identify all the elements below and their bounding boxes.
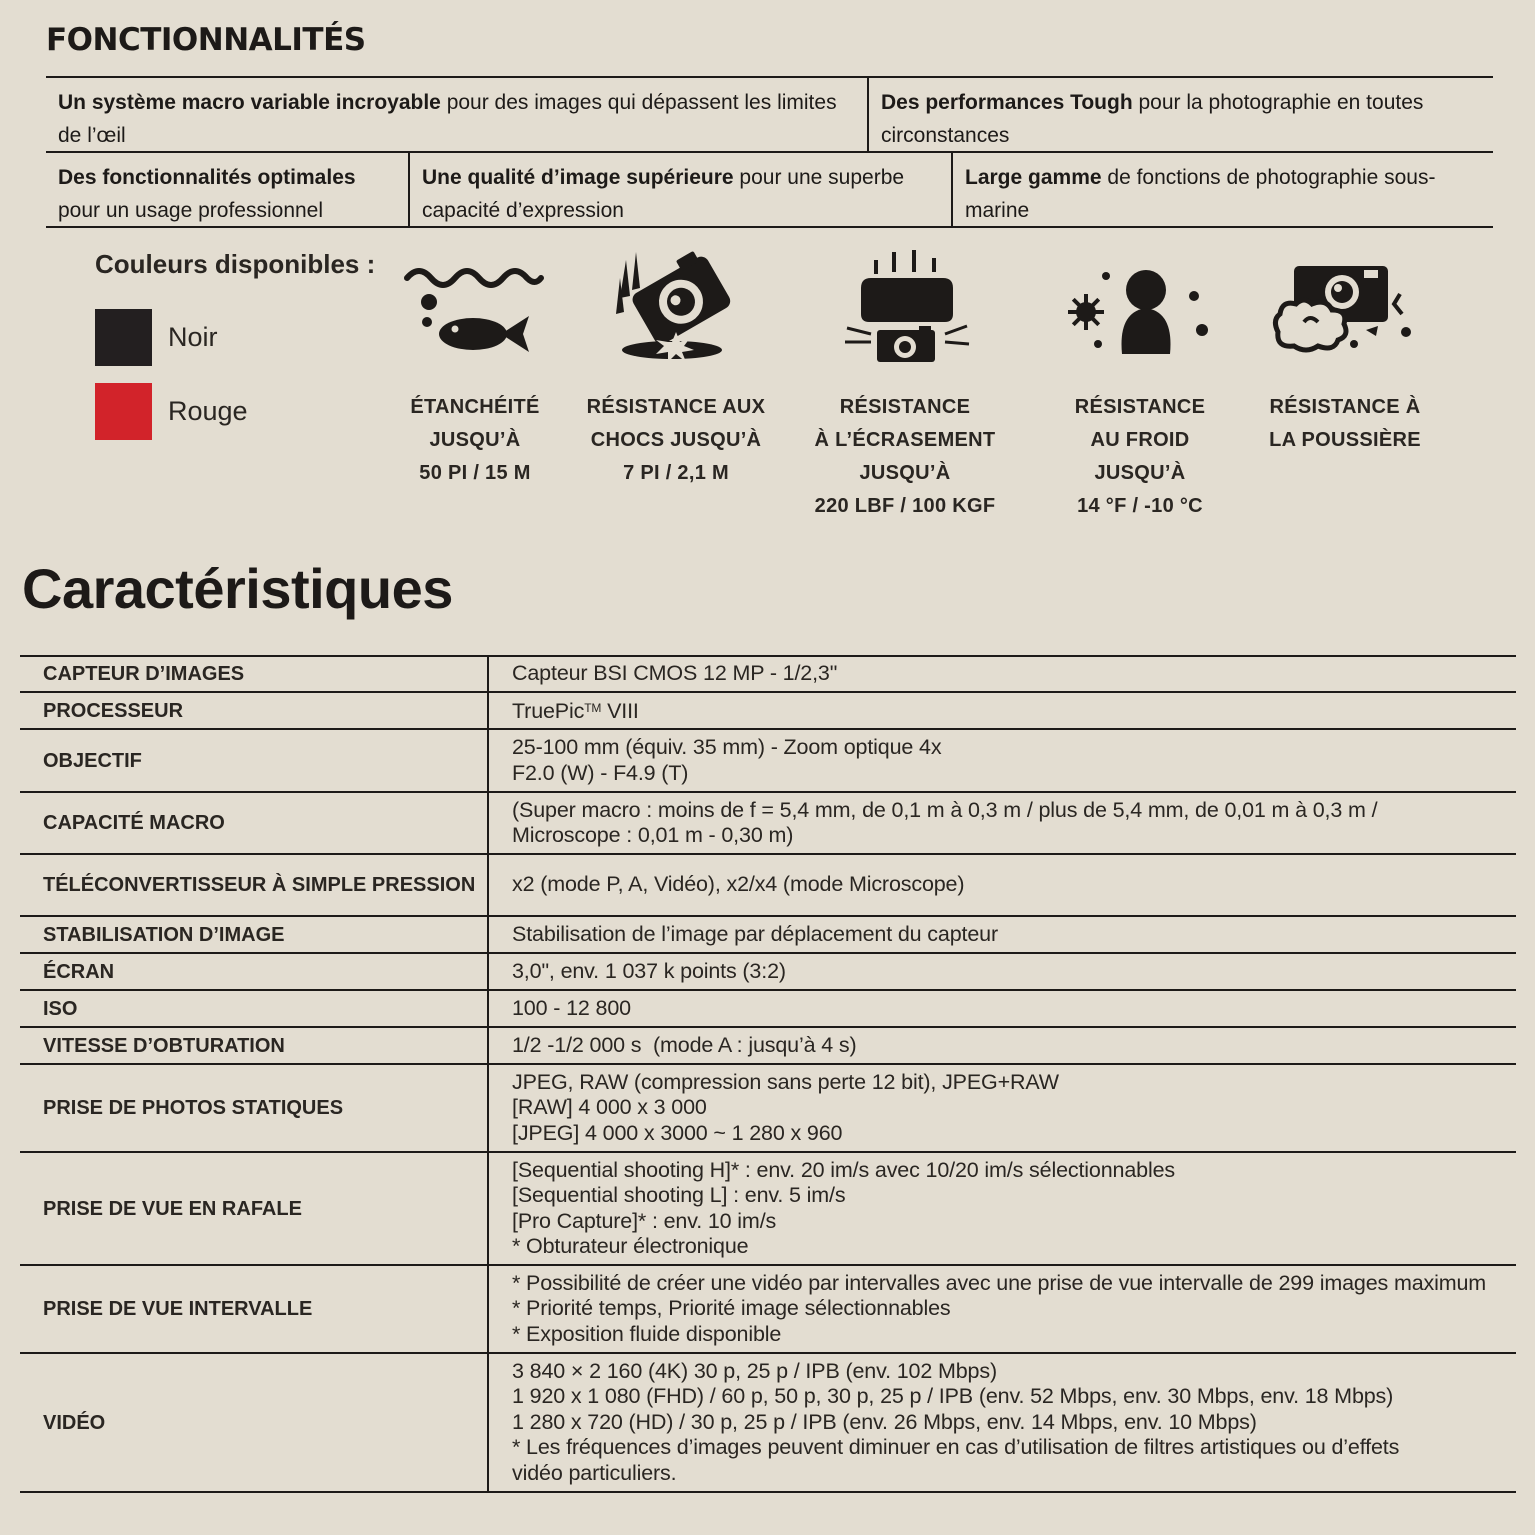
waterproof-label-line: ÉTANCHÉITÉ: [410, 396, 540, 418]
dustproof-label-line: RÉSISTANCE À: [1269, 396, 1421, 418]
spec-value-line: * Obturateur électronique: [512, 1234, 749, 1258]
features-title: FONCTIONNALITÉS: [46, 22, 366, 58]
trademark-sup: TM: [584, 701, 602, 716]
feature-text: de fonctions de photographie sous-marine: [965, 166, 1436, 222]
spec-value: [488, 1027, 1516, 1064]
crushproof-weight-icon: [841, 248, 971, 366]
feature-text: pour des images qui dépassent les limites de l’œil: [58, 91, 837, 147]
spec-key: ISO: [20, 990, 488, 1027]
table-row: [20, 792, 1516, 854]
table-row: [20, 916, 1516, 953]
table-row: [20, 953, 1516, 990]
shockproof-label-line: 7 PI / 2,1 M: [623, 462, 729, 484]
feature-bold: Des performances Tough: [881, 91, 1133, 114]
specs-table: [20, 655, 1516, 1493]
spec-value-line: 1 280 x 720 (HD) / 30 p, 25 p / IPB (env. 26 Mbps, env. 14 Mbps, env. 10 Mbps): [512, 1409, 1257, 1434]
freezeproof-label-line: 14 °F / -10 °C: [1077, 495, 1203, 517]
spec-value-line: [512, 696, 1516, 725]
spec-value-line: Stabilisation de l’image par déplacement du capteur: [512, 921, 998, 946]
spec-value: [488, 916, 1516, 953]
spec-value-line: * Les fréquences d’images peuvent diminuer en cas d’utilisation de filtres artistiques ou d’effets: [512, 1435, 1400, 1460]
colors-title: Couleurs disponibles :: [95, 249, 376, 279]
feature-bold: Large gamme: [965, 166, 1102, 189]
crushproof-label-line: À L’ÉCRASEMENT: [814, 429, 996, 451]
spec-value-line: [Pro Capture]* : env. 10 im/s: [512, 1208, 777, 1233]
crushproof-label-line: JUSQU’À: [859, 462, 951, 484]
spec-value-line: 3 840 × 2 160 (4K) 30 p, 25 p / IPB (env. 102 Mbps): [512, 1358, 997, 1383]
spec-key: STABILISATION D’IMAGE: [20, 916, 488, 953]
spec-key: CAPTEUR D’IMAGES: [20, 656, 488, 692]
spec-key: PRISE DE PHOTOS STATIQUES: [20, 1064, 488, 1152]
shockproof-camera-icon: [612, 246, 736, 368]
color-swatch-red: [95, 383, 152, 440]
freezeproof-label-line: AU FROID: [1090, 429, 1190, 451]
features-row-2: [46, 151, 1493, 228]
spec-value-line: JPEG, RAW (compression sans perte 12 bit), JPEG+RAW: [512, 1069, 1059, 1094]
table-row: [20, 1152, 1516, 1265]
table-row: [20, 1265, 1516, 1353]
table-row: [20, 1064, 1516, 1152]
spec-key: VIDÉO: [20, 1353, 488, 1492]
feature-image-quality: [408, 153, 951, 226]
freezeproof-label: [1050, 391, 1230, 523]
table-row: [20, 656, 1516, 692]
table-row: [20, 692, 1516, 729]
crushproof-label-line: RÉSISTANCE: [839, 396, 971, 418]
shockproof-label-line: RÉSISTANCE AUX: [586, 396, 766, 418]
features-row-1: [46, 76, 1493, 151]
spec-value-line: 25-100 mm (équiv. 35 mm) - Zoom optique 4x: [512, 735, 942, 759]
table-row: [20, 1027, 1516, 1064]
spec-value-line: Microscope : 0,01 m - 0,30 m): [512, 823, 794, 847]
spec-value: [488, 990, 1516, 1027]
spec-value: [488, 953, 1516, 990]
freezeproof-snowman-icon: [1066, 268, 1212, 358]
waterproof-fish-icon: [403, 258, 545, 358]
spec-value-line: [Sequential shooting L] : env. 5 im/s: [512, 1183, 846, 1207]
color-label-red: Rouge: [168, 396, 248, 426]
spec-value: [488, 1265, 1516, 1353]
feature-text: pour la photographie en toutes circonstances: [881, 91, 1424, 147]
table-row: [20, 854, 1516, 916]
spec-key: CAPACITÉ MACRO: [20, 792, 488, 854]
spec-key: PROCESSEUR: [20, 692, 488, 729]
spec-value-line: * Possibilité de créer une vidéo par intervalles avec une prise de vue intervalle de 299 images maximum: [512, 1270, 1487, 1295]
spec-key: TÉLÉCONVERTISSEUR À SIMPLE PRESSION: [20, 854, 488, 916]
waterproof-label-line: JUSQU’À: [429, 429, 521, 451]
spec-value-line: * Priorité temps, Priorité image sélectionnables: [512, 1296, 951, 1321]
spec-value: [488, 1152, 1516, 1265]
spec-key: ÉCRAN: [20, 953, 488, 990]
spec-key: PRISE DE VUE INTERVALLE: [20, 1265, 488, 1353]
feature-underwater: [951, 153, 1493, 226]
feature-text: pour un usage professionnel: [58, 199, 324, 222]
feature-text: pour une superbe capacité d’expression: [422, 166, 905, 222]
spec-key: OBJECTIF: [20, 729, 488, 792]
color-label-black: Noir: [168, 322, 218, 352]
color-swatch-black: [95, 309, 152, 366]
table-row: [20, 1353, 1516, 1492]
spec-value-line: (Super macro : moins de f = 5,4 mm, de 0,1 m à 0,3 m / plus de 5,4 mm, de 0,01 m à 0,3 m /: [512, 797, 1378, 822]
spec-value-line: 100 - 12 800: [512, 995, 631, 1020]
spec-value: [488, 1064, 1516, 1152]
spec-value-line: 1 920 x 1 080 (FHD) / 60 p, 50 p, 30 p, 25 p / IPB (env. 52 Mbps, env. 30 Mbps, env. 18 Mbps): [512, 1384, 1394, 1409]
shockproof-label: [576, 391, 776, 490]
spec-value: [488, 792, 1516, 854]
spec-value-line: F2.0 (W) - F4.9 (T): [512, 760, 689, 785]
spec-value-line: vidéo particuliers.: [512, 1460, 677, 1485]
table-row: [20, 990, 1516, 1027]
feature-macro: [46, 78, 867, 151]
spec-value-line: x2 (mode P, A, Vidéo), x2/x4 (mode Microscope): [512, 872, 965, 897]
spec-value-line: 3,0", env. 1 037 k points (3:2): [512, 958, 786, 983]
crushproof-label: [800, 391, 1010, 523]
spec-value-line: [RAW] 4 000 x 3 000: [512, 1095, 707, 1120]
crushproof-label-line: 220 LBF / 100 KGF: [814, 495, 996, 517]
waterproof-label: [390, 391, 560, 490]
dustproof-label-line: LA POUSSIÈRE: [1269, 429, 1421, 451]
spec-value: [488, 1353, 1516, 1492]
spec-value-text: VIII: [601, 699, 639, 724]
spec-key: VITESSE D’OBTURATION: [20, 1027, 488, 1064]
spec-value-line: [Sequential shooting H]* : env. 20 im/s avec 10/20 im/s sélectionnables: [512, 1157, 1175, 1182]
spec-value: [488, 729, 1516, 792]
shockproof-label-line: CHOCS JUSQU’À: [590, 429, 762, 451]
spec-value-line: [JPEG] 4 000 x 3000 ~ 1 280 x 960: [512, 1120, 843, 1145]
spec-value-line: 1/2 -1/2 000 s (mode A : jusqu’à 4 s): [512, 1032, 857, 1057]
feature-bold: Un système macro variable incroyable: [58, 91, 441, 114]
table-row: [20, 729, 1516, 792]
feature-bold: Une qualité d’image supérieure: [422, 166, 734, 189]
dustproof-label: [1250, 391, 1440, 457]
specs-title: Caractéristiques: [22, 557, 453, 620]
spec-value: [488, 692, 1516, 729]
spec-value-line: * Exposition fluide disponible: [512, 1321, 782, 1346]
feature-tough: [867, 78, 1493, 151]
spec-value-line: Capteur BSI CMOS 12 MP - 1/2,3": [512, 661, 838, 686]
dustproof-camera-icon: [1272, 262, 1416, 354]
spec-key: PRISE DE VUE EN RAFALE: [20, 1152, 488, 1265]
freezeproof-label-line: JUSQU’À: [1094, 462, 1186, 484]
feature-bold: Des fonctionnalités optimales: [58, 166, 356, 189]
spec-value-text: TruePic: [512, 699, 585, 724]
waterproof-label-line: 50 PI / 15 M: [419, 462, 531, 484]
spec-value: [488, 656, 1516, 692]
feature-pro: [46, 153, 408, 226]
spec-value: [488, 854, 1516, 916]
freezeproof-label-line: RÉSISTANCE: [1074, 396, 1206, 418]
